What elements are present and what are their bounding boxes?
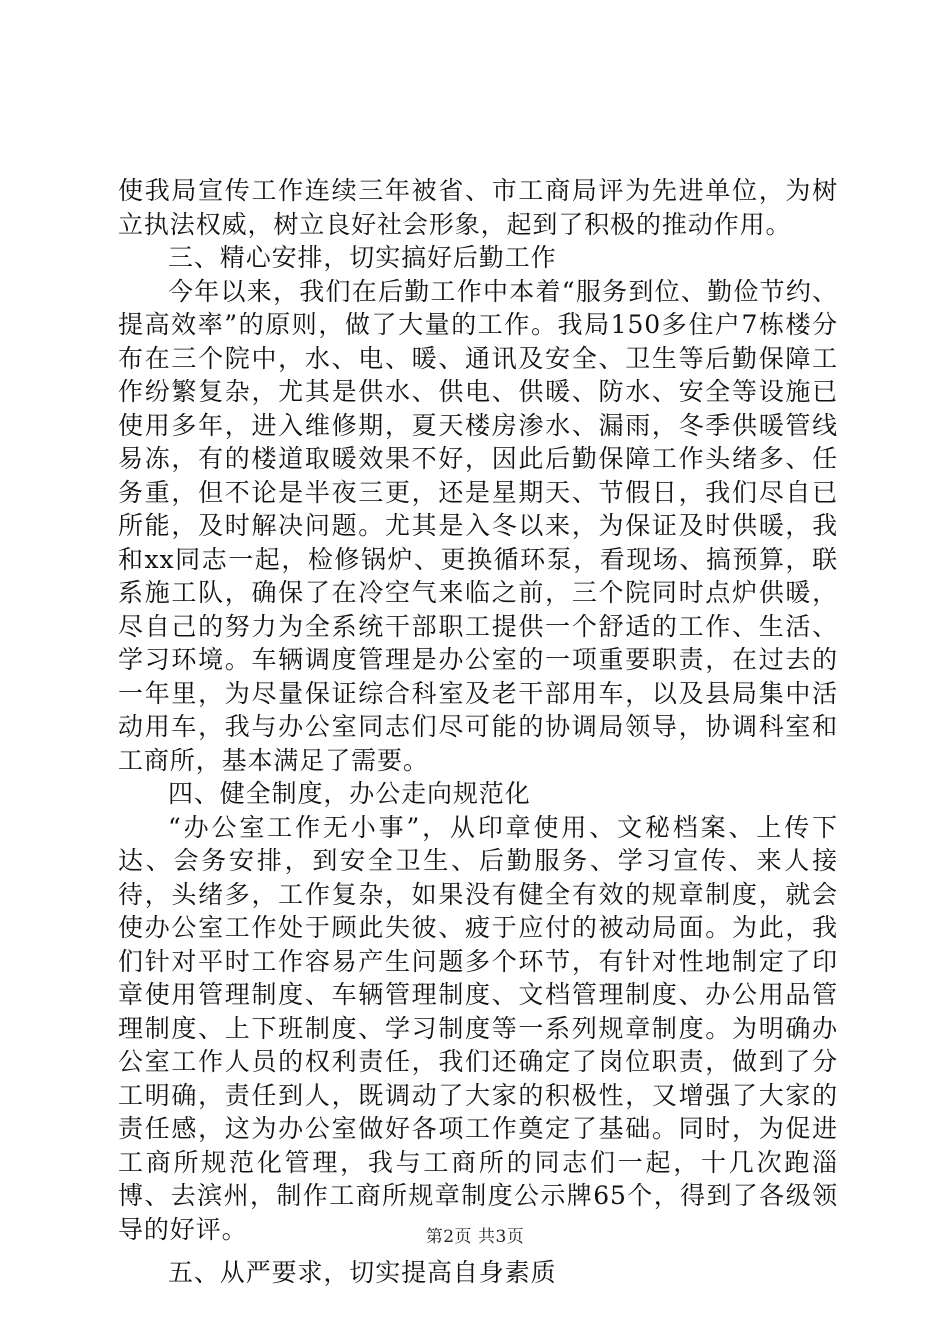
section-heading-3: 三、精心安排，切实搞好后勤工作 — [168, 243, 557, 272]
paragraph-logistics: 今年以来，我们在后勤工作中本着“服务到位、勤俭节约、提高效率”的原则，做了大量的工作。我局150多住户7栋楼分布在三个院中，水、电、暖、通讯及安全、卫生等后勤保障工作纷繁复杂，尤其是供水、供电、供暖、防水、安全等设施已使用多年，进入维修期，夏天楼房渗水、漏雨，冬季供暖管线易冻，有的楼道取暖效果不好，因此后勤保障工作头绪多、任务重，但不论是半夜三更，还是星期天、节假日，我们尽自已所能，及时解决问题。尤其是入冬以来，为保证及时供暖，我和xx同志一起，检修锅炉、更换循环泵，看现场、搞预算，联系施工队，确保了在冷空气来临之前，三个院同时点炉供暖，尽自己的努力为全系统干部职工提供一个舒适的工作、生活、学习环境。车辆调度管理是办公室的一项重要职责，在过去的一年里，为尽量保证综合科室及老干部用车，以及县局集中活动用车，我与办公室同志们尽可能的协调局领导，协调科室和工商所，基本满足了需要。 — [118, 276, 838, 775]
section-heading-4: 四、健全制度，办公走向规范化 — [168, 779, 531, 808]
paragraph-rules: “办公室工作无小事”，从印章使用、文秘档案、上传下达、会务安排，到安全卫生、后勤服务、学习宣传、来人接待，头绪多，工作复杂，如果没有健全有效的规章制度，就会使办公室工作处于顾此失彼、疲于应付的被动局面。为此，我们针对平时工作容易产生问题多个环节，有针对性地制定了印章使用管理制度、车辆管理制度、文档管理制度、办公用品管理制度、上下班制度、学习制度等一系列规章制度。为明确办公室工作人员的权利责任，我们还确定了岗位职责，做到了分工明确，责任到人，既调动了大家的积极性，又增强了大家的责任感，这为办公室做好各项工作奠定了基础。同时，为促进工商所规范化管理，我与工商所的同志们一起，十几次跑淄博、去滨州，制作工商所规章制度公示牌65个，得到了各级领导的好评。 — [118, 812, 838, 1244]
page-number-footer: 第2页 共3页 — [425, 1227, 525, 1247]
document-body — [118, 174, 838, 1290]
paragraph-continuation: 使我局宣传工作连续三年被省、市工商局评为先进单位，为树立执法权威，树立良好社会形象，起到了积极的推动作用。 — [118, 176, 838, 239]
section-heading-5: 五、从严要求，切实提高自身素质 — [168, 1258, 557, 1287]
